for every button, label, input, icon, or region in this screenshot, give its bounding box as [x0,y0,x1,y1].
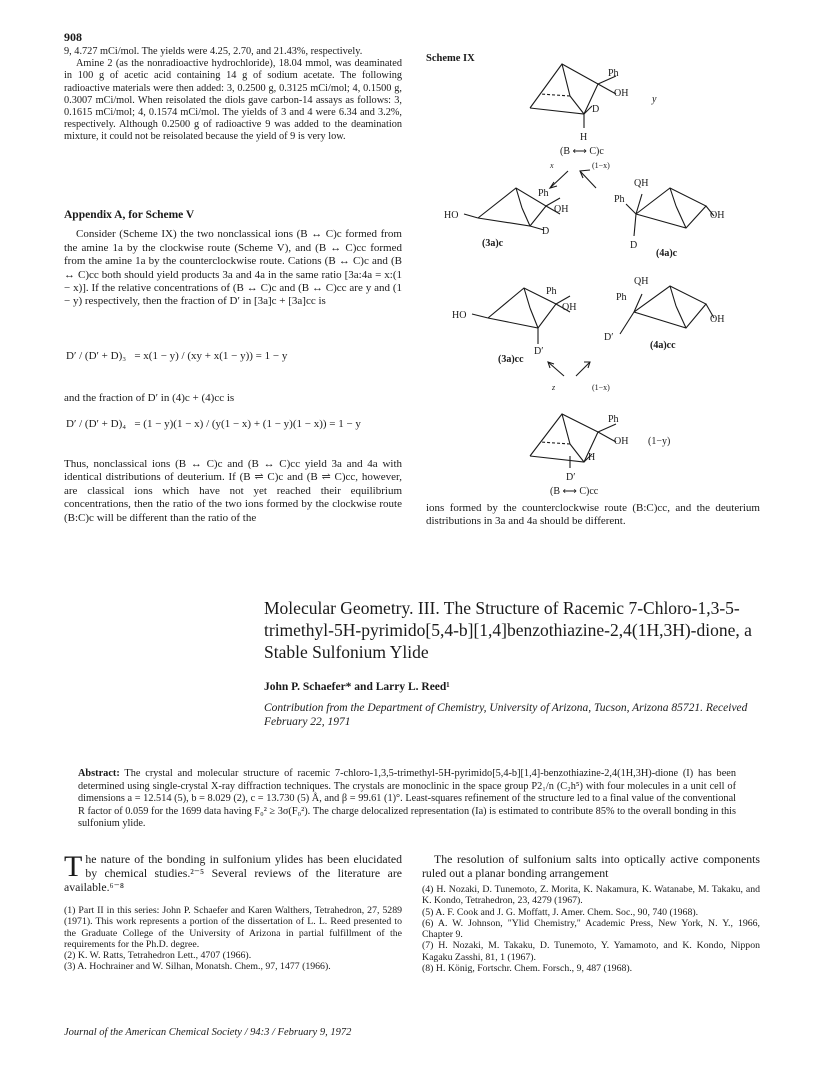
footnote-8: (8) H. König, Fortschr. Chem. Forsch., 9, 487 (1968). [422,963,633,975]
article-header [264,597,764,729]
label-dprime-3acc: D′ [534,346,544,357]
label-one-minus-x-a: (1−x) [592,161,610,170]
page-number: 908 [64,30,82,44]
label-x: x [550,161,554,170]
footnote-2: (2) K. W. Ratts, Tetrahedron Lett., 4707 (1966). [64,950,252,962]
label-bc-cc: (B ⟷ C)cc [550,486,599,496]
drop-cap: T [64,850,83,883]
label-one-minus-y: (1−y) [648,436,671,447]
label-3a-cc: (3a)cc [498,354,524,365]
equation-3-lhs: D′ / (D′ + D)₃ [66,350,127,362]
continuation-text: ions formed by the counterclockwise route (B:C)cc, and the deuterium distributions in 3a and 4a should be different. [426,502,760,528]
footnote-7: (7) H. Nozaki, M. Takaku, D. Tunemoto, Y. Yamamoto, and K. Kondo, Nippon Kagaku Zasshi, 81, 1 (1967). [422,940,760,963]
paragraph-consider: Consider (Scheme IX) the two nonclassical ions (B ↔ C)c formed from the amine 1a by the clockwise route (Scheme V), and (B ↔ C)cc formed from the amine 1a by the counterclockwise route. Cations (B ↔ C)c and (B ↔ C)cc both should yield products 3a and 4a in the same ratio [3a:4a = x:(1 − x)]. If the relative concentrations of (B ↔ C)c and (B ↔ C)cc are y and (1 − y) respectively, then the fraction of D′ in [3a]c + [3a]cc is [64,228,402,308]
equation-3-rhs: = x(1 − y) / (xy + x(1 − y)) = 1 − y [134,350,288,362]
label-one-minus-x-b: (1−x) [592,383,610,392]
abstract-label: Abstract: [78,768,120,779]
label-qh-4ac: QH [634,178,649,189]
label-4a-cc: (4a)cc [650,340,676,351]
journal-footer: Journal of the American Chemical Society / 94:3 / February 9, 1972 [64,1027,352,1038]
paragraph-fraction-4 [64,392,402,405]
label-oh-4ac: OH [710,210,725,221]
label-h-bottom: H [588,452,596,463]
label-ph-3acc: Ph [546,286,557,297]
label-ph-3ac: Ph [538,188,549,199]
label-ph-top: Ph [608,68,619,79]
label-dprime-bottom: D′ [566,472,576,483]
label-ph-bottom: Ph [608,414,619,425]
label-4a-c: (4a)c [656,248,678,259]
label-oh-top: OH [614,88,629,99]
abstract-text: The crystal and molecular structure of racemic 7-chloro-1,3,5-trimethyl-5H-pyrimido[5,4-b][1,4]-benzothiazine-2,4(1H,3H)-dione (I) has been determined using single-crystal X-ray diffraction techniques. The crystals are monoclinic in the space group P2₁/n (C₂h⁵) with four molecules in a unit cell of dimensions a = 12.514 (5), b = 8.029 (2), c = 13.730 (5) Å, and β = 99.61 (1)°. Least-squares refinement of the structure led to a final value of the conventional R factor of 0.059 for the 1699 data having F₀² ≥ 3σ(F₀²). The charge delocalized representation (Ia) is estimated to contribute 85% to the overall bonding in this sulfonium ylide. [78,768,736,829]
right-column-continuation [426,502,760,529]
appendix-heading: Appendix A, for Scheme V [64,209,195,221]
paragraph-thus [64,458,402,525]
label-d-3ac: D [542,226,550,237]
label-d-top: D [592,104,600,115]
footnotes-right [422,884,760,974]
body-left-text: he nature of the bonding in sulfonium ylides has been elucidated by chemical studies.²⁻⁵ Several reviews of the literature are available.⁶⁻⁸ [64,852,402,894]
footnote-3: (3) A. Hochrainer and W. Silhan, Monatsh. Chem., 97, 1477 (1966). [64,961,331,973]
label-y: y [652,94,657,105]
body-right [422,852,760,880]
label-oh-4acc: OH [710,314,725,325]
footnotes-left [64,905,402,973]
equation-4-lhs: D′ / (D′ + D)₄ [66,418,127,430]
abstract [78,768,736,831]
label-d-4ac: D [630,240,638,251]
paragraph-fraction-4-text: and the fraction of D′ in (4)c + (4)cc is [64,392,235,404]
equation-3 [66,350,404,362]
label-ho-3ac: HO [444,210,459,221]
label-ph-4ac: Ph [614,194,625,205]
label-oh-bottom: OH [614,436,629,447]
equation-4-rhs: = (1 − y)(1 − x) / (y(1 − x) + (1 − y)(1 − x)) = 1 − y [134,418,361,430]
paragraph-yields: 9, 4.727 mCi/mol. The yields were 4.25, 2.70, and 21.43%, respectively. [64,46,363,57]
label-ph-4acc: Ph [616,292,627,303]
label-bc-c: (B ⟷ C)c [560,146,604,157]
cation-bc-cc-structure [530,414,616,468]
label-qh-4acc: QH [634,276,649,287]
body-left [64,852,402,894]
label-oh-3acc: OH [562,302,577,313]
paragraph-thus-text: Thus, nonclassical ions (B ↔ C)c and (B ↔ C)cc yield 3a and 4a with identical distributions of deuterium. If (B ⇌ C)c and (B ⇌ C)cc, however, are classical ions which have not yet reached their equilibrium concentrations, then the ratio of the two ions formed by the clockwise route (B:C)c will be different than the ratio of the [64,458,402,524]
scheme-ix-diagram [420,56,760,496]
footnote-5: (5) A. F. Cook and J. G. Moffatt, J. Amer. Chem. Soc., 90, 740 (1968). [422,906,699,918]
label-oh-3ac: OH [554,204,569,215]
label-3a-c: (3a)c [482,238,504,249]
appendix-section [64,209,402,309]
structure-4a-cc [620,286,714,334]
body-right-text: The resolution of sulfonium salts into optically active components ruled out a planar bonding arrangement [422,852,760,880]
article-authors: John P. Schaefer* and Larry L. Reed¹ [264,681,450,693]
footnote-1: (1) Part II in this series: John P. Schaefer and Karen Walthers, Tetrahedron, 27, 5289 (1971). This work represents a portion of the dissertation of L. L. Reed presented to the Graduate College of the University of Arizona in partial fulfillment of the requirements for the Ph.D. degree. [64,905,402,950]
left-column-top [64,46,402,144]
equation-4 [66,418,404,430]
article-title: Molecular Geometry. III. The Structure of Racemic 7-Chloro-1,3-5-trimethyl-5H-pyrimido[5,4-b][1,4]benzothiazine-2,4(1H,3H)-dione, a Stable Sulfonium Ylide [264,598,752,662]
scheme-label: Scheme IX [426,53,475,64]
cation-bc-c-structure [530,64,616,128]
paragraph-amine: Amine 2 (as the nonradioactive hydrochloride), 18.04 mmol, was deaminated in 100 g of acetic acid containing 14 g of sodium acetate. The following radioactive materials were then added: 3, 0.2500 g, 0.3125 mCi/mol; 4, 0.1500 g, 0.3007 mCi/mol. When reisolated the diols gave carbon-14 assays as follows: 3, 0.1615 mCi/mol; 4, 0.1574 mCi/mol. The yields of 3 and 4 were 6.34 and 3.2%, respectively. Although 0.2500 g of radioactive 9 was added to the deamination mixture, it could not be reisolated because the yield of 9 is very low. [64,58,402,143]
label-h-top: H [580,132,588,143]
article-affiliation: Contribution from the Department of Chemistry, University of Arizona, Tucson, Arizona 85721. Received February 22, 1971 [264,702,748,728]
label-dprime-4acc: D′ [604,332,614,343]
label-z: z [552,383,556,392]
footnote-6: (6) A. W. Johnson, "Ylid Chemistry," Academic Press, New York, N. Y., 1966, Chapter 9. [422,917,760,941]
structure-4a-c [626,188,714,236]
footnote-4: (4) H. Nozaki, D. Tunemoto, Z. Morita, K. Nakamura, K. Watanabe, M. Takaku, and K. Kondo, Tetrahedron, 23, 4279 (1967). [422,884,760,907]
label-ho-3acc: HO [452,310,467,321]
